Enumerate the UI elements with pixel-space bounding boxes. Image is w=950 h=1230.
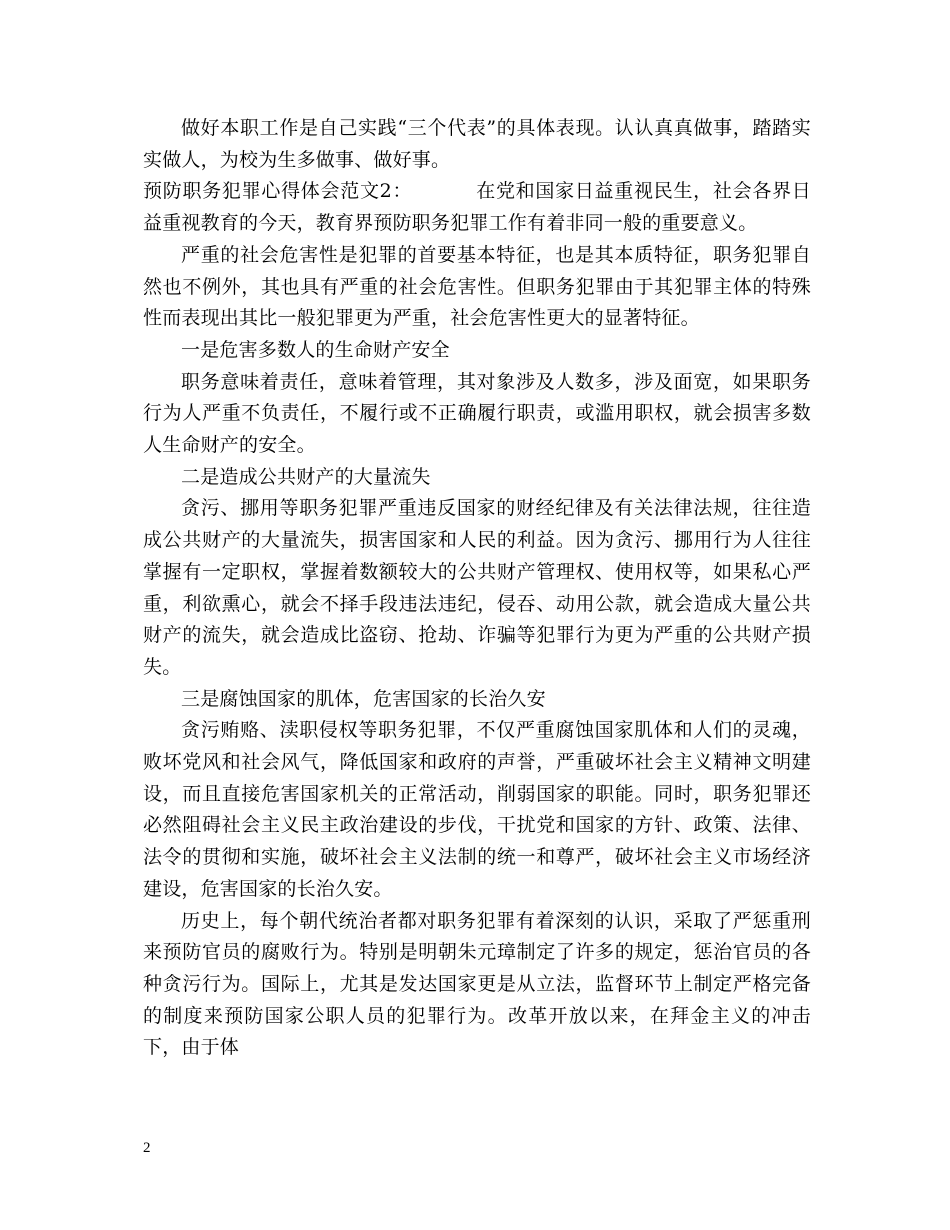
section-heading-label: 预防职务犯罪心得体会范文2： (143, 180, 413, 203)
paragraph-5: 职务意味着责任，意味着管理，其对象涉及人数多，涉及面宽，如果职务行为人严重不负责任，不履行或不正确履行职责，或滥用职权，就会损害多数人生命财产的安全。 (143, 370, 811, 457)
subheading-3: 三是腐蚀国家的肌体，危害国家的长治久安 (181, 687, 546, 710)
page-number: 2 (143, 1140, 151, 1156)
document-body (143, 113, 811, 1064)
paragraph-3: 严重的社会危害性是犯罪的首要基本特征，也是其本质特征，职务犯罪自然也不例外，其也具有严重的社会危害性。但职务犯罪由于其犯罪主体的特殊性而表现出其比一般犯罪更为严重，社会危害性更大的显著特征。 (143, 243, 811, 330)
paragraph-1: 做好本职工作是自己实践“三个代表”的具体表现。认认真真做事，踏踏实实做人，为校为生多做事、做好事。 (143, 117, 811, 171)
subheading-1: 一是危害多数人的生命财产安全 (181, 338, 450, 361)
paragraph-9: 贪污贿赂、渎职侵权等职务犯罪，不仅严重腐蚀国家肌体和人们的灵魂，败坏党风和社会风气，降低国家和政府的声誉，严重破坏社会主义精神文明建设，而且直接危害国家机关的正常活动，削弱国家的职能。同时，职务犯罪还必然阻碍社会主义民主政治建设的步伐，干扰党和国家的方针、政策、法律、法令的贯彻和实施，破坏社会主义法制的统一和尊严，破坏社会主义市场经济建设，危害国家的长治久安。 (143, 719, 811, 900)
paragraph-2-text: 在党和国家日益重视民生，社会各界日益重视教育的今天，教育界预防职务犯罪工作有着非同一般的重要意义。 (143, 180, 811, 235)
paragraph-10: 历史上，每个朝代统治者都对职务犯罪有着深刻的认识，采取了严惩重刑来预防官员的腐败行为。特别是明朝朱元璋制定了许多的规定，惩治官员的各种贪污行为。国际上，尤其是发达国家更是从立法，监督环节上制定严格完备的制度来预防国家公职人员的犯罪行为。改革开放以来，在拜金主义的冲击下，由于体 (143, 909, 811, 1059)
paragraph-2 (143, 176, 811, 239)
subheading-2: 二是造成公共财产的大量流失 (181, 465, 431, 488)
paragraph-7: 贪污、挪用等职务犯罪严重违反国家的财经纪律及有关法律法规，往往造成公共财产的大量流失，损害国家和人民的利益。因为贪污、挪用行为人往往掌握有一定职权，掌握着数额较大的公共财产管理权、使用权等，如果私心严重，利欲熏心，就会不择手段违法违纪，侵吞、动用公款，就会造成大量公共财产的流失，就会造成比盗窃、抢劫、诈骗等犯罪行为更为严重的公共财产损失。 (143, 497, 811, 678)
